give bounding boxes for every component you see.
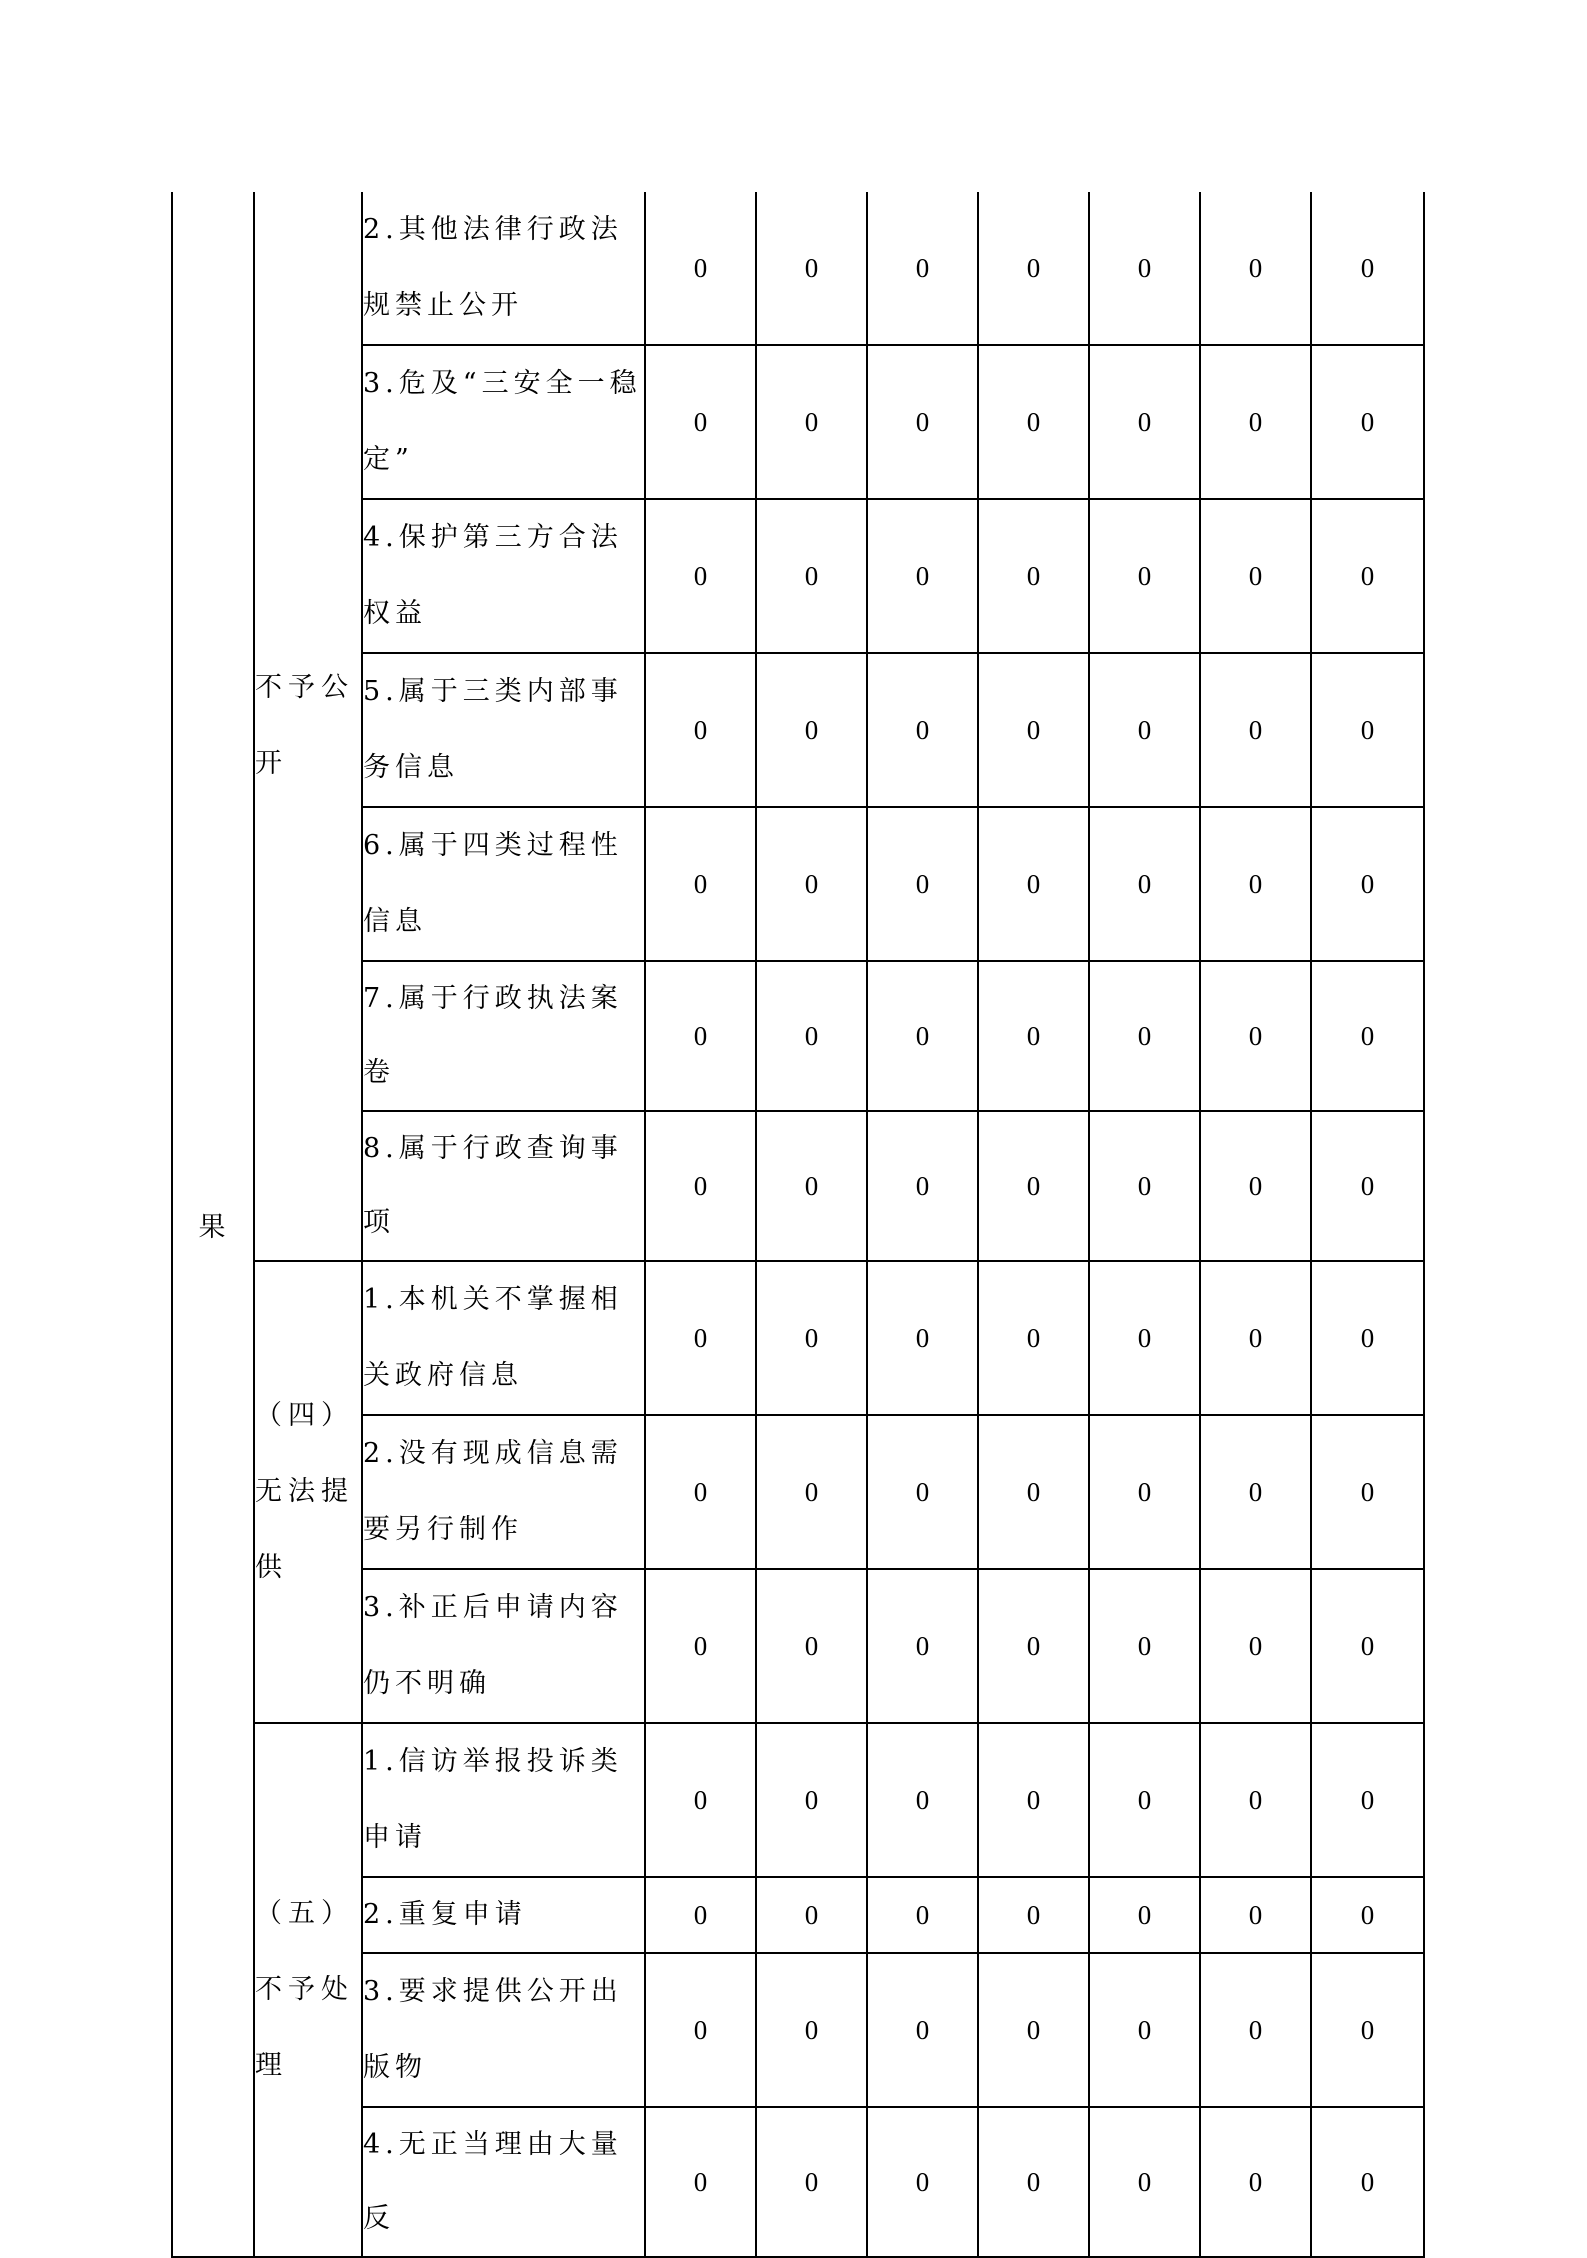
value-cell: 0 [1311,1261,1424,1415]
group-label-withhold: 不予公开 [254,192,362,1261]
value-cell: 0 [1311,192,1424,345]
value-cell: 0 [645,1723,756,1877]
value-cell: 0 [1311,1111,1424,1261]
value-cell: 0 [1200,1877,1311,1953]
value-cell: 0 [978,345,1089,499]
value-cell: 0 [1089,2107,1200,2257]
value-cell: 0 [978,807,1089,961]
value-cell: 0 [1311,961,1424,1111]
value-cell: 0 [1089,653,1200,807]
value-cell: 0 [867,807,978,961]
value-cell: 0 [1311,807,1424,961]
value-cell: 0 [756,1569,867,1723]
value-cell: 0 [1089,345,1200,499]
value-cell: 0 [645,1877,756,1953]
value-cell: 0 [978,653,1089,807]
row-label: 3.要求提供公开出版物 [362,1953,645,2107]
value-cell: 0 [867,1723,978,1877]
value-cell: 0 [645,961,756,1111]
value-cell: 0 [645,807,756,961]
row-label: 2.其他法律行政法规禁止公开 [362,192,645,345]
outer-category-label: 果 [172,192,254,2257]
value-cell: 0 [645,499,756,653]
value-cell: 0 [1200,345,1311,499]
value-cell: 0 [1200,961,1311,1111]
value-cell: 0 [1200,653,1311,807]
value-cell: 0 [1200,2107,1311,2257]
row-label: 3.补正后申请内容仍不明确 [362,1569,645,1723]
value-cell: 0 [978,192,1089,345]
group-label-not-processed: （五）不予处理 [254,1723,362,2257]
row-label: 1.信访举报投诉类申请 [362,1723,645,1877]
value-cell: 0 [756,1953,867,2107]
value-cell: 0 [1311,1723,1424,1877]
table-row [172,1261,1424,1415]
value-cell: 0 [867,1415,978,1569]
value-cell: 0 [1311,345,1424,499]
value-cell: 0 [978,1111,1089,1261]
value-cell: 0 [645,1953,756,2107]
value-cell: 0 [1089,961,1200,1111]
value-cell: 0 [867,1261,978,1415]
value-cell: 0 [1200,499,1311,653]
value-cell: 0 [867,2107,978,2257]
value-cell: 0 [756,1877,867,1953]
value-cell: 0 [1200,1723,1311,1877]
disclosure-result-table [171,192,1425,2258]
value-cell: 0 [867,345,978,499]
value-cell: 0 [1089,1877,1200,1953]
value-cell: 0 [867,1953,978,2107]
value-cell: 0 [756,499,867,653]
value-cell: 0 [867,1877,978,1953]
table-row [172,192,1424,345]
value-cell: 0 [645,192,756,345]
value-cell: 0 [645,1261,756,1415]
value-cell: 0 [1311,1877,1424,1953]
value-cell: 0 [1200,807,1311,961]
value-cell: 0 [756,1415,867,1569]
value-cell: 0 [756,807,867,961]
value-cell: 0 [1089,1415,1200,1569]
value-cell: 0 [978,2107,1089,2257]
value-cell: 0 [867,653,978,807]
table-row [172,1723,1424,1877]
value-cell: 0 [978,499,1089,653]
value-cell: 0 [867,499,978,653]
value-cell: 0 [1200,192,1311,345]
value-cell: 0 [1089,1261,1200,1415]
value-cell: 0 [1200,1415,1311,1569]
value-cell: 0 [756,345,867,499]
value-cell: 0 [645,1111,756,1261]
row-label: 1.本机关不掌握相关政府信息 [362,1261,645,1415]
value-cell: 0 [867,1569,978,1723]
value-cell: 0 [978,1877,1089,1953]
value-cell: 0 [645,1415,756,1569]
row-label: 2.没有现成信息需要另行制作 [362,1415,645,1569]
row-label: 3.危及“三安全一稳定” [362,345,645,499]
value-cell: 0 [645,2107,756,2257]
value-cell: 0 [1089,807,1200,961]
value-cell: 0 [756,192,867,345]
value-cell: 0 [756,653,867,807]
value-cell: 0 [645,653,756,807]
value-cell: 0 [756,2107,867,2257]
value-cell: 0 [978,961,1089,1111]
value-cell: 0 [1200,1953,1311,2107]
value-cell: 0 [1089,1953,1200,2107]
row-label: 7.属于行政执法案卷 [362,961,645,1111]
value-cell: 0 [756,1261,867,1415]
value-cell: 0 [978,1723,1089,1877]
value-cell: 0 [756,1723,867,1877]
value-cell: 0 [645,1569,756,1723]
group-label-unable: （四）无法提供 [254,1261,362,1723]
row-label: 4.无正当理由大量反 [362,2107,645,2257]
value-cell: 0 [1311,2107,1424,2257]
row-label: 4.保护第三方合法权益 [362,499,645,653]
value-cell: 0 [756,1111,867,1261]
value-cell: 0 [756,961,867,1111]
value-cell: 0 [1089,192,1200,345]
value-cell: 0 [1200,1569,1311,1723]
value-cell: 0 [978,1415,1089,1569]
row-label: 6.属于四类过程性信息 [362,807,645,961]
row-label: 2.重复申请 [362,1877,645,1953]
value-cell: 0 [867,961,978,1111]
value-cell: 0 [645,345,756,499]
value-cell: 0 [1200,1111,1311,1261]
value-cell: 0 [978,1569,1089,1723]
value-cell: 0 [978,1261,1089,1415]
value-cell: 0 [1311,1415,1424,1569]
value-cell: 0 [1311,653,1424,807]
value-cell: 0 [867,192,978,345]
value-cell: 0 [1200,1261,1311,1415]
value-cell: 0 [1089,1111,1200,1261]
value-cell: 0 [1311,1569,1424,1723]
row-label: 8.属于行政查询事项 [362,1111,645,1261]
value-cell: 0 [1311,1953,1424,2107]
row-label: 5.属于三类内部事务信息 [362,653,645,807]
table-body [172,192,1424,2257]
value-cell: 0 [1089,499,1200,653]
value-cell: 0 [867,1111,978,1261]
value-cell: 0 [1311,499,1424,653]
value-cell: 0 [1089,1569,1200,1723]
value-cell: 0 [1089,1723,1200,1877]
value-cell: 0 [978,1953,1089,2107]
